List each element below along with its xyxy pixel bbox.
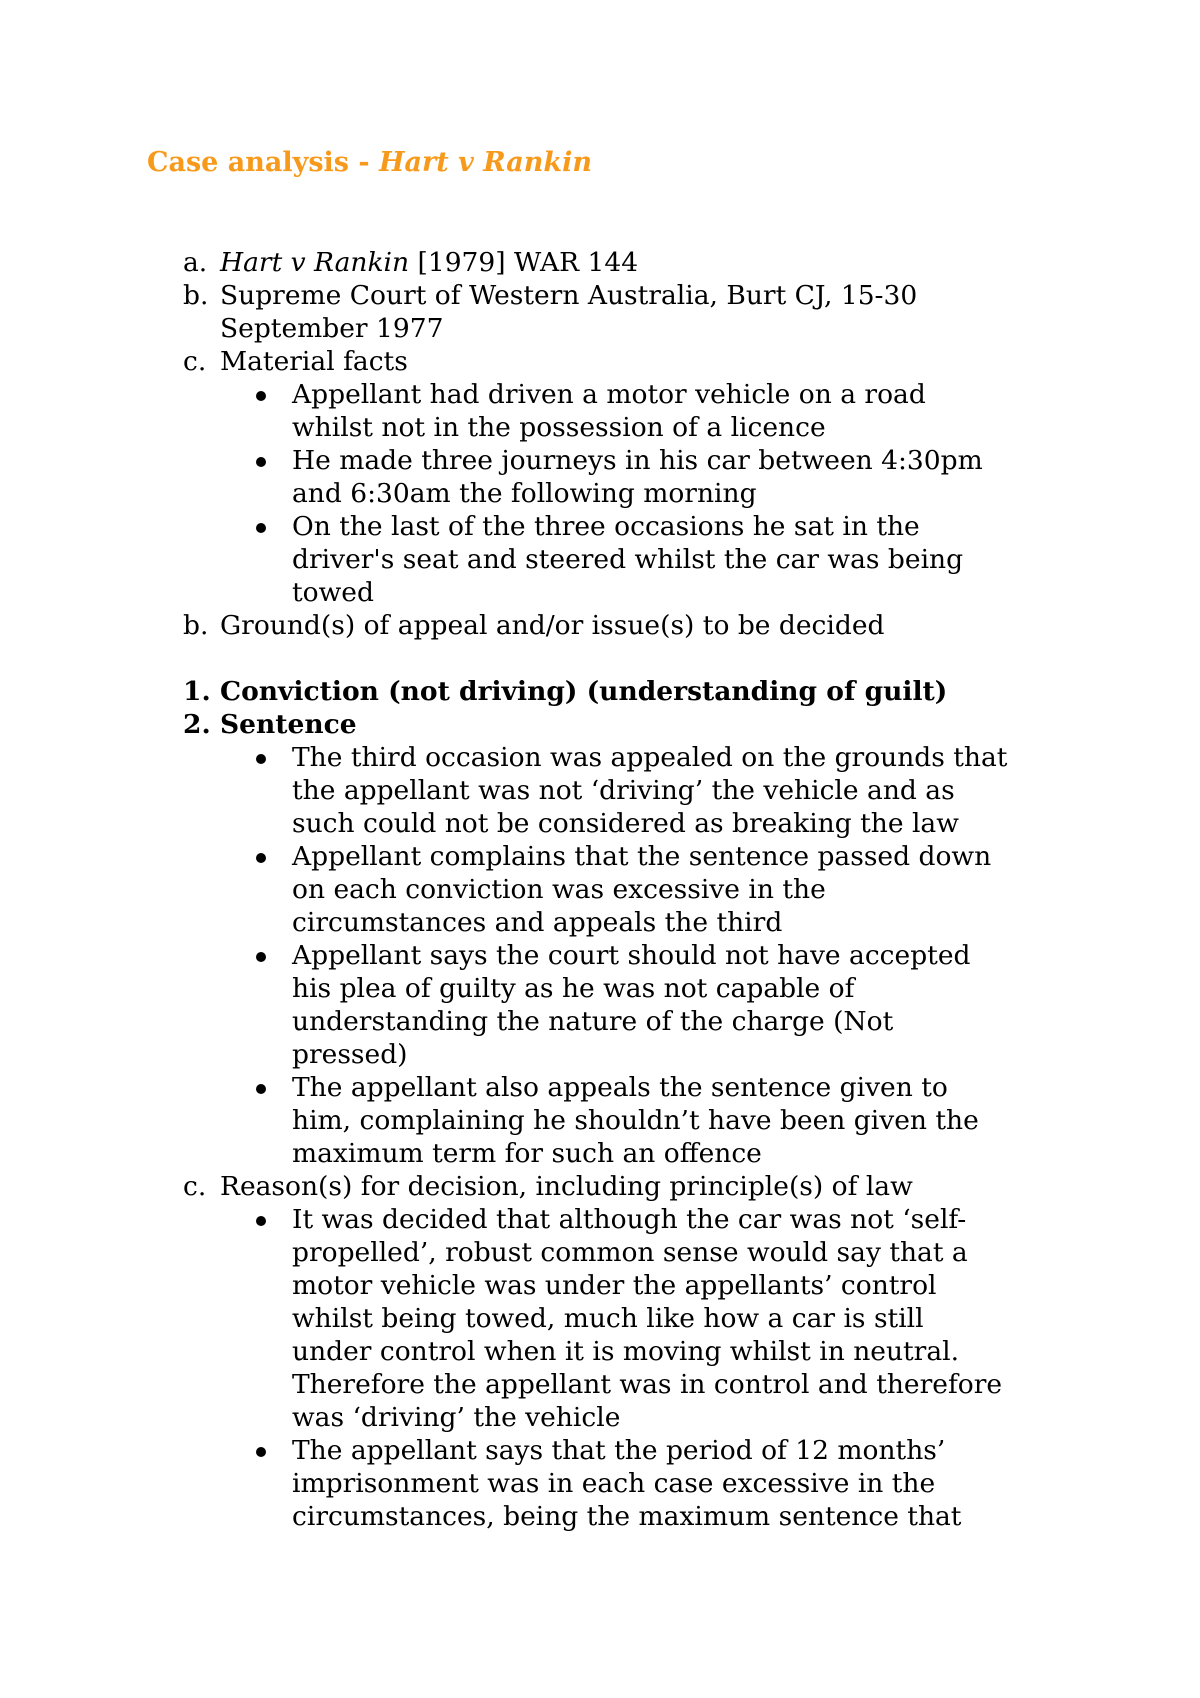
section-heading-material-facts: Material facts [220, 346, 408, 377]
ground-1-text: such could not be considered as breaking the law [292, 808, 959, 839]
ground-1-text: the appellant was not ‘driving’ the vehicle and as [292, 775, 955, 806]
list-label-b: b. [183, 610, 209, 641]
ground-4-text: maximum term for such an offence [292, 1138, 762, 1169]
reason-2-text: The appellant says that the period of 12 months’ [292, 1435, 946, 1466]
citation-case-name: Hart v Rankin [220, 247, 410, 278]
material-fact-3-bullet-icon [256, 523, 266, 533]
numbered-label-2: 2. [183, 709, 211, 740]
ground-3-bullet-icon [256, 952, 266, 962]
court-details: Supreme Court of Western Australia, Burt CJ, 15-30 [220, 280, 918, 311]
reason-1-text: whilst being towed, much like how a car is still [292, 1303, 924, 1334]
material-fact-2-text: He made three journeys in his car between 4:30pm [292, 445, 983, 476]
ground-4-bullet-icon [256, 1084, 266, 1094]
ground-3-text: his plea of guilty as he was not capable of [292, 973, 855, 1004]
list-label-c: c. [183, 1171, 207, 1202]
reason-1-text: under control when it is moving whilst in neutral. [292, 1336, 960, 1367]
list-label-a: a. [183, 247, 208, 278]
numbered-item-1: Conviction (not driving) (understanding of guilt) [220, 676, 948, 707]
court-details: September 1977 [220, 313, 444, 344]
ground-4-text: him, complaining he shouldn’t have been given the [292, 1105, 979, 1136]
material-fact-3-text: towed [292, 577, 374, 608]
section-heading-reasons: Reason(s) for decision, including principle(s) of law [220, 1171, 913, 1202]
ground-2-bullet-icon [256, 853, 266, 863]
reason-1-text: motor vehicle was under the appellants’ control [292, 1270, 937, 1301]
ground-1-text: The third occasion was appealed on the grounds that [292, 742, 1008, 773]
page-title [147, 146, 592, 180]
ground-2-text: on each conviction was excessive in the [292, 874, 826, 905]
material-fact-1-text: Appellant had driven a motor vehicle on a road [292, 379, 926, 410]
list-label-b: b. [183, 280, 209, 311]
ground-2-text: circumstances and appeals the third [292, 907, 783, 938]
list-label-c: c. [183, 346, 207, 377]
material-fact-1-bullet-icon [256, 391, 266, 401]
ground-1-bullet-icon [256, 754, 266, 764]
ground-3-text: understanding the nature of the charge (Not [292, 1006, 894, 1037]
material-fact-2-bullet-icon [256, 457, 266, 467]
reason-1-text: was ‘driving’ the vehicle [292, 1402, 621, 1433]
numbered-item-2: Sentence [220, 709, 357, 740]
reason-1-text: Therefore the appellant was in control and therefore [292, 1369, 1003, 1400]
case-citation [220, 246, 638, 279]
ground-2-text: Appellant complains that the sentence passed down [292, 841, 992, 872]
material-fact-2-text: and 6:30am the following morning [292, 478, 757, 509]
numbered-label-1: 1. [183, 676, 211, 707]
citation-reference: [1979] WAR 144 [409, 247, 639, 278]
reason-1-text: It was decided that although the car was not ‘self- [292, 1204, 967, 1235]
ground-4-text: The appellant also appeals the sentence given to [292, 1072, 948, 1103]
section-heading-grounds: Ground(s) of appeal and/or issue(s) to be decided [220, 610, 885, 641]
reason-2-bullet-icon [256, 1447, 266, 1457]
title-case-name: Hart v Rankin [379, 147, 592, 178]
reason-1-bullet-icon [256, 1216, 266, 1226]
reason-2-text: imprisonment was in each case excessive in the [292, 1468, 936, 1499]
title-prefix: Case analysis - [147, 147, 379, 178]
material-fact-3-text: driver's seat and steered whilst the car was being [292, 544, 964, 575]
material-fact-3-text: On the last of the three occasions he sat in the [292, 511, 920, 542]
ground-3-text: Appellant says the court should not have accepted [292, 940, 971, 971]
reason-2-text: circumstances, being the maximum sentence that [292, 1501, 962, 1532]
material-fact-1-text: whilst not in the possession of a licence [292, 412, 826, 443]
ground-3-text: pressed) [292, 1039, 408, 1070]
reason-1-text: propelled’, robust common sense would say that a [292, 1237, 968, 1268]
